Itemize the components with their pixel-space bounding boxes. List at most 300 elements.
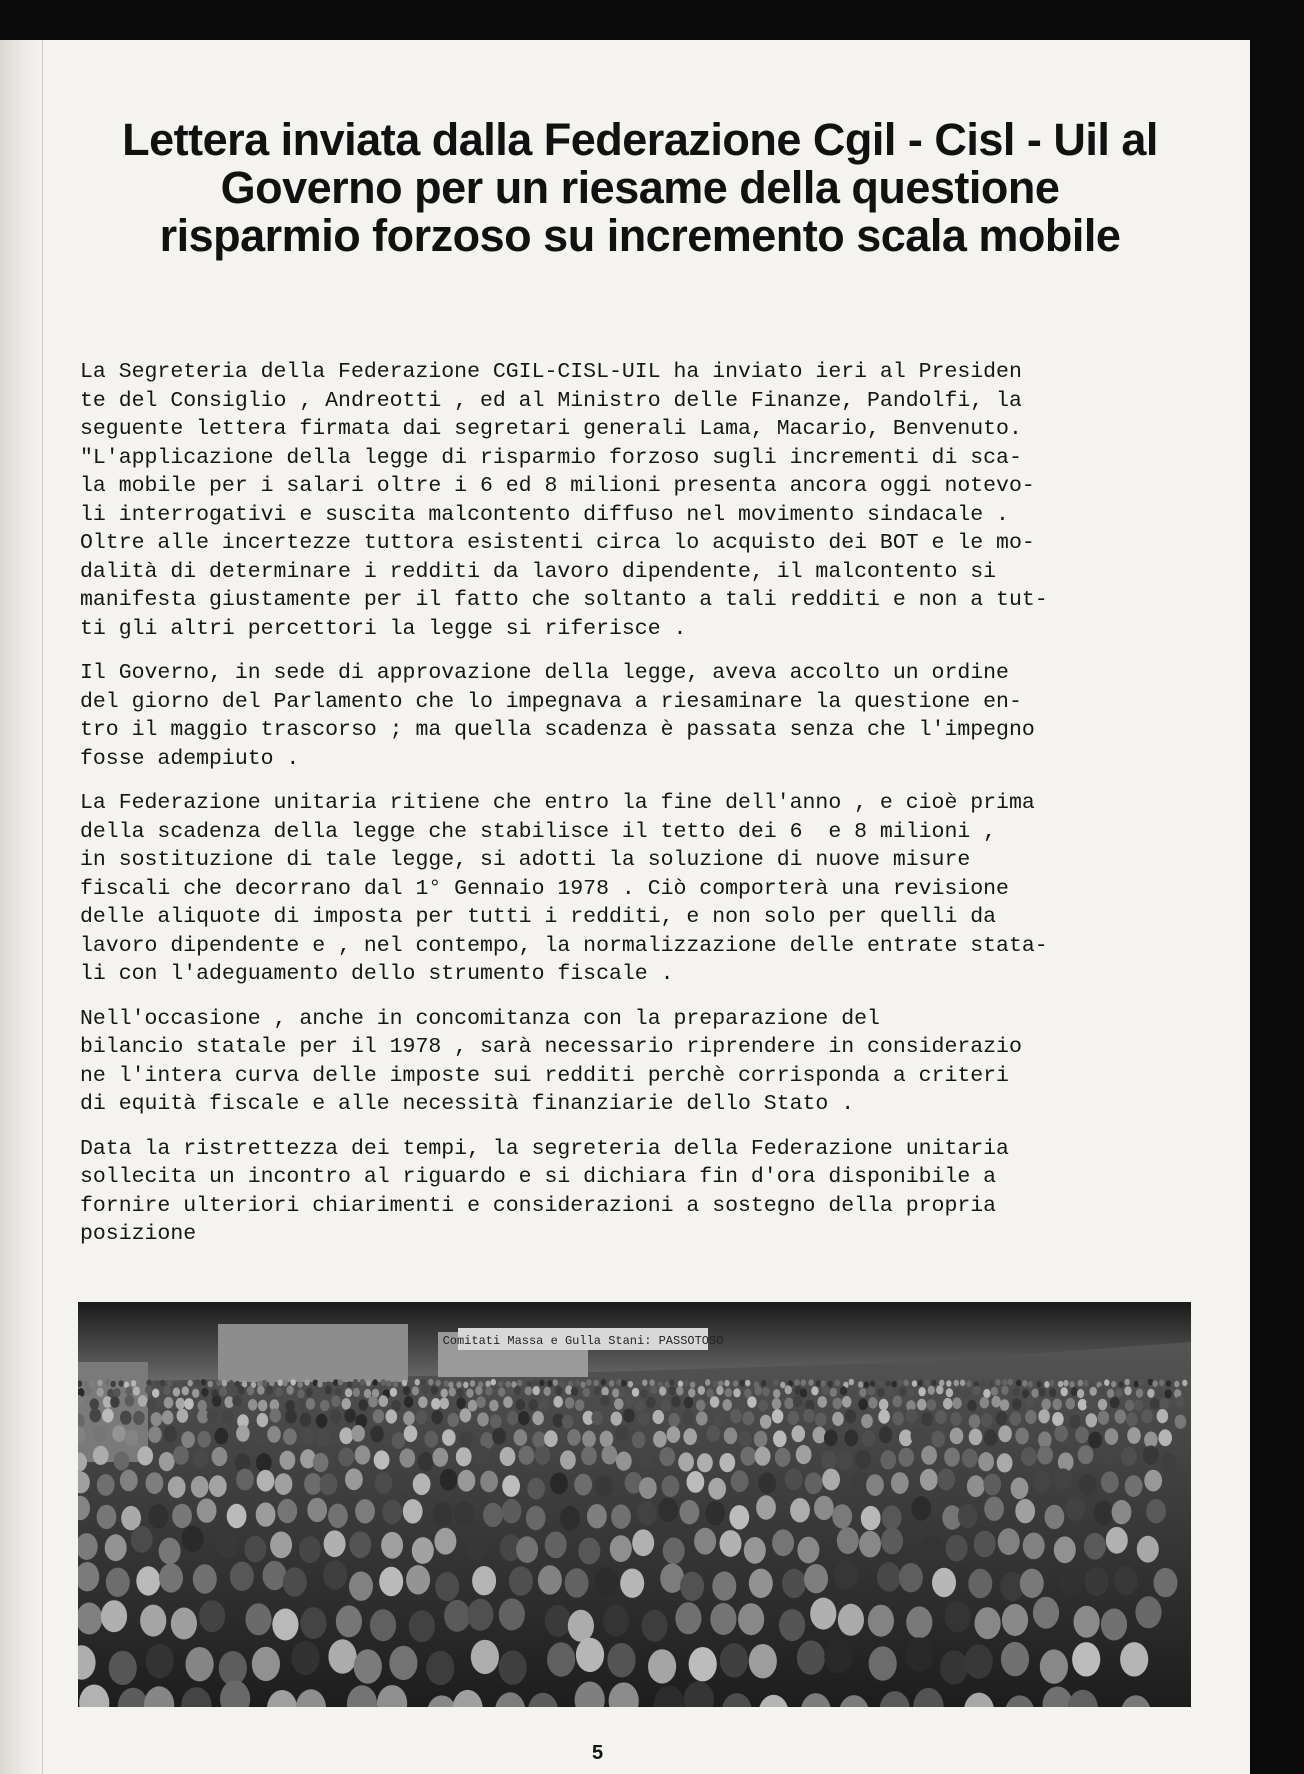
crowd-head xyxy=(298,1381,303,1388)
crowd-head xyxy=(519,1446,535,1465)
crowd-head xyxy=(1040,1649,1068,1683)
crowd-head xyxy=(219,1387,226,1396)
crowd-head xyxy=(917,1399,927,1411)
crowd-head xyxy=(939,1380,944,1387)
crowd-head xyxy=(244,1536,266,1563)
crowd-head xyxy=(878,1380,883,1387)
crowd-head xyxy=(339,1427,353,1444)
crowd-head xyxy=(386,1380,391,1387)
crowd-head xyxy=(710,1603,736,1635)
crowd-head xyxy=(328,1504,348,1528)
crowd-head xyxy=(418,1396,428,1408)
crowd-head xyxy=(954,1380,959,1387)
crowd-head xyxy=(817,1396,827,1408)
crowd-head xyxy=(1148,1379,1153,1386)
crowd-head xyxy=(422,1386,429,1395)
crowd-head xyxy=(476,1396,486,1408)
crowd-head xyxy=(810,1598,836,1630)
crowd-head xyxy=(151,1412,163,1426)
crowd-head xyxy=(379,1567,403,1596)
crowd-head xyxy=(603,1605,629,1637)
crowd-head xyxy=(1038,1409,1050,1423)
crowd-head xyxy=(492,1428,506,1445)
crowd-head xyxy=(760,1415,772,1429)
crowd-head xyxy=(565,1568,589,1597)
crowd-head xyxy=(1072,1642,1100,1676)
crowd-head xyxy=(628,1381,633,1388)
crowd-head xyxy=(212,1395,222,1407)
crowd-head xyxy=(1075,1427,1089,1444)
crowd-head xyxy=(328,1639,356,1673)
crowd-head xyxy=(1023,1533,1045,1560)
crowd-head xyxy=(172,1504,192,1528)
crowd-head xyxy=(316,1430,330,1447)
crowd-head xyxy=(996,1411,1008,1425)
crowd-head xyxy=(594,1386,601,1395)
crowd-head xyxy=(306,1388,313,1397)
crowd-head xyxy=(447,1413,459,1427)
document-page xyxy=(0,40,1250,1774)
crowd-head xyxy=(338,1379,343,1386)
crowd-head xyxy=(514,1429,528,1446)
crowd-head xyxy=(201,1379,206,1386)
crowd-head xyxy=(797,1537,819,1564)
crowd-head xyxy=(191,1476,209,1498)
crowd-head xyxy=(991,1387,998,1396)
crowd-head xyxy=(300,1607,326,1639)
crowd-head xyxy=(680,1572,704,1601)
crowd-head xyxy=(1025,1410,1037,1424)
crowd-head xyxy=(662,1475,680,1497)
crowd-head xyxy=(1107,1389,1114,1398)
crowd-head xyxy=(712,1571,736,1600)
crowd-head xyxy=(983,1389,990,1398)
crowd-head xyxy=(1069,1415,1081,1429)
crowd-head xyxy=(381,1532,403,1559)
crowd-head xyxy=(317,1387,324,1396)
crowd-head xyxy=(868,1397,878,1409)
crowd-head xyxy=(320,1473,338,1495)
crowd-head xyxy=(113,1388,120,1397)
crowd-head xyxy=(83,1380,88,1387)
crowd-head xyxy=(216,1531,238,1558)
crowd-head xyxy=(1159,1380,1164,1387)
crowd-head xyxy=(428,1379,433,1386)
crowd-head xyxy=(379,1395,389,1407)
crowd-head xyxy=(477,1412,489,1426)
crowd-head xyxy=(374,1450,390,1469)
crowd-head xyxy=(192,1389,199,1398)
crowd-head xyxy=(835,1380,840,1387)
crowd-head xyxy=(373,1409,385,1423)
crowd-head xyxy=(837,1451,853,1470)
crowd-head xyxy=(539,1399,549,1411)
text-line: dalità di determinare i redditi da lavoro dipendente, il malcontento si xyxy=(80,559,997,584)
crowd-head xyxy=(615,1425,629,1442)
crowd-head xyxy=(125,1387,132,1396)
crowd-head xyxy=(859,1531,881,1558)
crowd-head xyxy=(1118,1381,1123,1388)
crowd-head xyxy=(212,1447,228,1466)
crowd-head xyxy=(1098,1386,1105,1395)
crowd-head xyxy=(616,1452,632,1471)
photo-banner-text: Comitati Massa e Gulla Stani: PASSOTOSO xyxy=(442,1334,724,1348)
crowd-head xyxy=(256,1453,272,1472)
crowd-head xyxy=(562,1415,574,1429)
crowd-head xyxy=(859,1388,866,1397)
crowd-head xyxy=(576,1638,604,1672)
text-line: in sostituzione di tale legge, si adotti la soluzione di nuove misure xyxy=(80,848,971,872)
crowd-head xyxy=(448,1381,453,1388)
crowd-head xyxy=(502,1475,520,1497)
crowd-head xyxy=(676,1386,683,1395)
crowd-head xyxy=(159,1563,183,1592)
crowd-head xyxy=(238,1386,245,1395)
crowd-head xyxy=(1049,1388,1056,1397)
crowd-head xyxy=(713,1412,725,1426)
crowd-head xyxy=(140,1605,166,1637)
crowd-head xyxy=(575,1379,580,1386)
crowd-head xyxy=(528,1399,538,1411)
crowd-head xyxy=(690,1382,695,1389)
crowd-head xyxy=(291,1641,319,1675)
crowd-head xyxy=(1161,1453,1177,1472)
crowd-head xyxy=(306,1398,316,1410)
crowd-head xyxy=(787,1411,799,1425)
crowd-head xyxy=(133,1411,145,1425)
crowd-head xyxy=(733,1380,738,1387)
crowd-head xyxy=(607,1643,635,1677)
crowd-head xyxy=(424,1431,438,1448)
crowd-head xyxy=(421,1379,426,1386)
crowd-head xyxy=(353,1388,360,1397)
crowd-head xyxy=(285,1410,297,1424)
crowd-head xyxy=(1136,1389,1143,1398)
crowd-head xyxy=(944,1448,960,1467)
crowd-head xyxy=(1138,1379,1143,1386)
crowd-head xyxy=(444,1600,470,1632)
crowd-head xyxy=(325,1385,332,1394)
crowd-head xyxy=(84,1387,91,1396)
crowd-head xyxy=(1152,1380,1157,1387)
crowd-head xyxy=(1160,1398,1170,1410)
crowd-head xyxy=(412,1386,419,1395)
crowd-head xyxy=(257,1386,264,1395)
scan-border xyxy=(1250,0,1304,1774)
crowd-head xyxy=(133,1386,140,1395)
crowd-head xyxy=(1015,1499,1035,1523)
crowd-head xyxy=(928,1386,935,1395)
crowd-head xyxy=(740,1380,745,1387)
crowd-head xyxy=(658,1498,678,1522)
crowd-head xyxy=(366,1380,371,1387)
crowd-head xyxy=(182,1380,187,1387)
crowd-head xyxy=(669,1379,674,1386)
crowd-head xyxy=(403,1386,410,1395)
crowd-head xyxy=(706,1388,713,1397)
crowd-head xyxy=(449,1387,456,1396)
crowd-head xyxy=(822,1386,829,1395)
crowd-head xyxy=(816,1380,821,1387)
crowd-head xyxy=(878,1410,890,1424)
crowd-head xyxy=(1098,1411,1110,1425)
crowd-head xyxy=(749,1644,777,1678)
crowd-head xyxy=(978,1452,994,1471)
crowd-head xyxy=(879,1399,889,1411)
crowd-head xyxy=(773,1379,778,1386)
crowd-head xyxy=(698,1386,705,1395)
headline-line: Governo per un riesame della questione xyxy=(220,162,1060,213)
crowd-head xyxy=(772,1529,794,1556)
crowd-head xyxy=(105,1534,127,1561)
crowd-head xyxy=(821,1451,837,1470)
crowd-head xyxy=(813,1427,827,1444)
text-line: La Federazione unitaria ritiene che entro la fine dell'anno , e cioè prima xyxy=(80,791,1035,815)
crowd-head xyxy=(163,1386,170,1395)
crowd-head xyxy=(1012,1398,1022,1410)
crowd-head xyxy=(808,1379,813,1386)
crowd-head xyxy=(773,1430,787,1447)
crowd-head xyxy=(236,1425,250,1442)
crowd-head xyxy=(192,1449,208,1468)
crowd-head xyxy=(434,1528,456,1555)
crowd-head xyxy=(297,1399,307,1411)
crowd-head xyxy=(758,1400,768,1412)
crowd-head xyxy=(1002,1604,1028,1636)
crowd-head xyxy=(533,1379,538,1386)
crowd-head xyxy=(980,1397,990,1409)
crowd-head xyxy=(547,1380,552,1387)
crowd-head xyxy=(967,1400,977,1412)
crowd-head xyxy=(974,1531,996,1558)
crowd-head xyxy=(381,1379,386,1386)
crowd-head xyxy=(973,1386,980,1395)
crowd-head xyxy=(136,1566,160,1595)
crowd-head xyxy=(642,1379,647,1386)
crowd-head xyxy=(739,1431,753,1448)
crowd-head xyxy=(1012,1387,1019,1396)
crowd-head xyxy=(1037,1381,1042,1388)
crowd-head xyxy=(1158,1429,1172,1446)
crowd-head xyxy=(167,1380,172,1387)
crowd-head xyxy=(1106,1527,1128,1554)
crowd-head xyxy=(404,1396,414,1408)
crowd-head xyxy=(906,1409,918,1423)
crowd-head xyxy=(1054,1425,1068,1442)
crowd-head xyxy=(466,1389,473,1398)
crowd-head xyxy=(801,1379,806,1386)
crowd-head xyxy=(216,1380,221,1387)
crowd-head xyxy=(998,1425,1012,1442)
crowd-head xyxy=(353,1379,358,1386)
crowd-head xyxy=(338,1448,354,1467)
crowd-head xyxy=(406,1565,430,1594)
crowd-head xyxy=(899,1387,906,1396)
crowd-head xyxy=(966,1381,971,1388)
crowd-head xyxy=(600,1395,610,1407)
crowd-head xyxy=(516,1399,526,1411)
crowd-head xyxy=(984,1429,998,1446)
crowd-head xyxy=(409,1610,435,1642)
crowd-head xyxy=(468,1400,478,1412)
crowd-head xyxy=(1101,1471,1119,1493)
crowd-head xyxy=(642,1610,668,1642)
crowd-head xyxy=(892,1411,904,1425)
crowd-head xyxy=(1174,1381,1179,1388)
crowd-head xyxy=(145,1385,152,1394)
crowd-head xyxy=(621,1380,626,1387)
crowd-head xyxy=(824,1639,852,1673)
crowd-head xyxy=(722,1399,732,1411)
crowd-head xyxy=(834,1560,858,1589)
crowd-head xyxy=(433,1502,453,1526)
text-line: fosse adempiuto . xyxy=(80,746,300,771)
crowd-head xyxy=(182,1386,189,1395)
crowd-head xyxy=(1071,1387,1078,1396)
crowd-head xyxy=(782,1569,806,1598)
crowd-head xyxy=(611,1412,623,1426)
crowd-head xyxy=(173,1446,189,1465)
crowd-head xyxy=(858,1399,868,1411)
paragraph-occasione xyxy=(80,1005,1220,1119)
crowd-head xyxy=(1086,1413,1098,1427)
crowd-head xyxy=(1020,1569,1044,1598)
crowd-head xyxy=(720,1530,742,1557)
crowd-head xyxy=(975,1607,1001,1639)
crowd-head xyxy=(719,1453,735,1472)
crowd-head xyxy=(811,1386,818,1395)
crowd-head xyxy=(258,1400,268,1412)
crowd-head xyxy=(830,1388,837,1397)
crowd-head xyxy=(1066,1398,1076,1410)
crowd-head xyxy=(341,1398,351,1410)
crowd-head xyxy=(97,1380,102,1387)
crowd-head xyxy=(822,1469,840,1491)
crowd-head xyxy=(967,1475,985,1497)
crowd-head xyxy=(502,1499,522,1523)
crowd-head xyxy=(474,1446,490,1465)
crowd-head xyxy=(1115,1388,1122,1397)
crowd-head xyxy=(1049,1380,1054,1387)
crowd-head xyxy=(323,1560,347,1589)
crowd-head xyxy=(544,1387,551,1396)
crowd-head xyxy=(600,1431,614,1448)
crowd-head xyxy=(415,1379,420,1386)
crowd-head xyxy=(988,1381,993,1388)
crowd-head xyxy=(601,1379,606,1386)
crowd-head xyxy=(435,1380,440,1387)
crowd-head xyxy=(747,1396,757,1408)
crowd-head xyxy=(207,1409,219,1423)
crowd-head xyxy=(219,1651,247,1685)
crowd-head xyxy=(560,1506,580,1530)
crowd-head xyxy=(364,1389,371,1398)
crowd-head xyxy=(499,1598,525,1630)
crowd-head xyxy=(758,1472,776,1494)
crowd-head xyxy=(937,1469,955,1491)
crowd-head xyxy=(1074,1606,1100,1638)
crowd-head xyxy=(272,1609,298,1641)
crowd-head xyxy=(805,1472,823,1494)
crowd-head xyxy=(347,1381,352,1388)
crowd-head xyxy=(90,1408,102,1422)
crowd-head xyxy=(186,1647,214,1681)
crowd-head xyxy=(1090,1387,1097,1396)
crowd-head xyxy=(475,1386,482,1395)
crowd-head xyxy=(236,1469,254,1491)
crowd-head xyxy=(1144,1470,1162,1492)
crowd-head xyxy=(1059,1565,1083,1594)
crowd-head xyxy=(667,1426,681,1443)
crowd-head xyxy=(432,1448,448,1467)
crowd-head xyxy=(257,1470,275,1492)
crowd-head xyxy=(390,1388,397,1397)
crowd-head xyxy=(360,1379,365,1386)
crowd-head xyxy=(794,1379,799,1386)
crowd-head xyxy=(705,1501,725,1525)
crowd-head xyxy=(586,1400,596,1412)
crowd-head xyxy=(632,1431,646,1448)
crowd-head xyxy=(201,1388,208,1397)
crowd-head xyxy=(1156,1388,1163,1397)
crowd-head xyxy=(435,1572,459,1601)
text-line: la mobile per i salari oltre i 6 ed 8 milioni presenta ancora oggi notevo- xyxy=(80,474,1035,498)
crowd-head xyxy=(418,1452,434,1471)
crowd-head xyxy=(582,1431,596,1448)
crowd-head xyxy=(1001,1642,1029,1676)
crowd-head xyxy=(1143,1446,1159,1465)
crowd-head xyxy=(547,1642,575,1676)
crowd-head xyxy=(738,1603,764,1635)
crowd-head xyxy=(713,1381,718,1388)
crowd-head xyxy=(456,1397,466,1409)
crowd-head xyxy=(911,1427,925,1444)
text-line: "L'applicazione della legge di risparmio forzoso sugli incrementi di sca- xyxy=(80,445,1022,470)
crowd-head xyxy=(840,1386,847,1395)
crowd-head xyxy=(827,1381,832,1388)
crowd-head xyxy=(89,1381,94,1388)
crowd-head xyxy=(105,1379,110,1386)
crowd-head xyxy=(920,1469,938,1491)
crowd-head xyxy=(320,1400,330,1412)
page-number: 5 xyxy=(592,1742,604,1764)
crowd-head xyxy=(864,1381,869,1388)
crowd-head xyxy=(1025,1396,1035,1408)
text-line: bilancio statale per il 1978 , sarà necessario riprendere in considerazio xyxy=(80,1035,1022,1059)
crowd-head xyxy=(431,1410,443,1424)
crowd-head xyxy=(110,1396,120,1408)
crowd-head xyxy=(431,1386,438,1395)
crowd-head xyxy=(97,1474,115,1496)
crowd-head xyxy=(1063,1380,1068,1387)
crowd-head xyxy=(899,1430,913,1447)
crowd-head xyxy=(500,1447,516,1466)
crowd-head xyxy=(527,1478,545,1500)
crowd-head xyxy=(267,1426,281,1443)
crowd-head xyxy=(1069,1381,1074,1388)
headline-line: Lettera inviata dalla Federazione Cgil - Cisl - Uil al xyxy=(122,114,1158,165)
text-line: di equità fiscale e alle necessità finanziarie dello Stato . xyxy=(80,1092,855,1116)
crowd-head xyxy=(595,1475,613,1497)
crowd-head xyxy=(382,1500,402,1524)
crowd-head xyxy=(402,1380,407,1387)
crowd-head xyxy=(740,1447,756,1466)
crowd-head xyxy=(256,1502,276,1526)
crowd-head xyxy=(466,1533,488,1560)
crowd-head xyxy=(744,1389,751,1398)
crowd-head xyxy=(349,1531,371,1558)
crowd-head xyxy=(229,1380,234,1387)
